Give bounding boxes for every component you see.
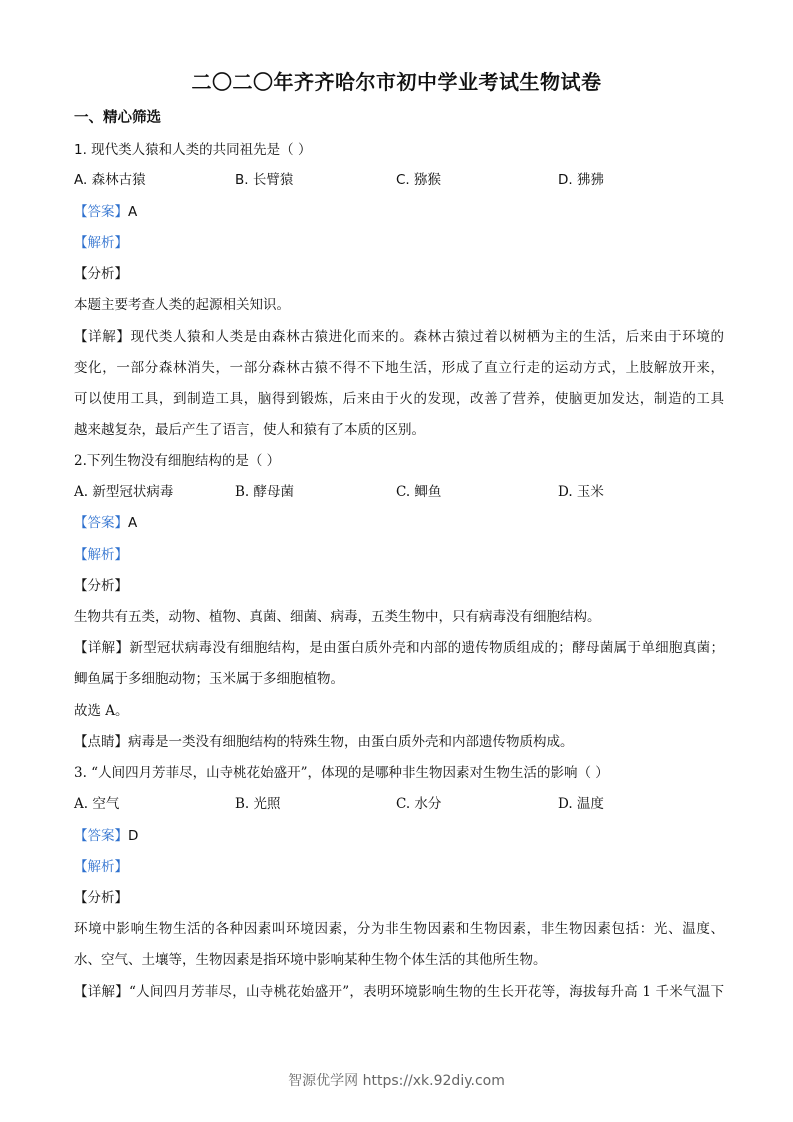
q2-fenxi-label: 【分析】 (74, 578, 128, 594)
q2-dianjing: 【点睛】病毒是一类没有细胞结构的特殊生物，由蛋白质外壳和内部遗传物质构成。 (74, 734, 574, 750)
q1-detail-line-1: 【详解】现代类人猿和人类是由森林古猿进化而来的。森林古猿过着以树栖为主的生活，后来由于环境的 (74, 329, 724, 345)
q1-detail-line-3: 可以使用工具，到制造工具，脑得到锻炼，后来由于火的发现，改善了营养，使脑更加发达，制造的工具 (74, 391, 724, 407)
footer-watermark: 智源优学网 https://xk.92diy.com (288, 1073, 505, 1089)
q2-options (74, 482, 724, 502)
q2-conclusion: 故选 A。 (74, 703, 129, 719)
q3-analysis-label: 【解析】 (74, 859, 128, 875)
q3-fenxi-label: 【分析】 (74, 890, 128, 906)
q1-answer-value: A (128, 204, 138, 220)
q3-option-c: C. 水分 (396, 796, 442, 812)
q2-detail-line-2: 鲫鱼属于多细胞动物；玉米属于多细胞植物。 (74, 671, 344, 687)
detail-label: 【详解】 (74, 640, 130, 656)
q3-answer-value: D (128, 828, 139, 844)
q3-detail-line-1: 【详解】“人间四月芳菲尽，山寺桃花始盛开”，表明环境影响生物的生长开花等，海拔每升高 1 千米气温下 (74, 984, 724, 1000)
q2-stem: 2.下列生物没有细胞结构的是（ ） (74, 453, 281, 469)
q2-analysis-label: 【解析】 (74, 547, 128, 563)
q2-option-b: B. 酵母菌 (235, 484, 295, 500)
q2-option-d: D. 玉米 (558, 484, 604, 500)
q1-stem: 1. 现代类人猿和人类的共同祖先是（ ） (74, 142, 312, 158)
q1-option-d: D. 狒狒 (558, 172, 604, 188)
q3-answer (74, 826, 724, 846)
q2-fenxi-text: 生物共有五类，动物、植物、真菌、细菌、病毒，五类生物中，只有病毒没有细胞结构。 (74, 609, 601, 625)
q1-option-c: C. 猕猴 (396, 172, 442, 188)
page-title: 二〇二〇年齐齐哈尔市初中学业考试生物试卷 (191, 70, 602, 94)
q3-stem: 3. “人间四月芳菲尽，山寺桃花始盛开”，体现的是哪种非生物因素对生物生活的影响（ ） (74, 765, 609, 781)
q2-option-c: C. 鲫鱼 (396, 484, 442, 500)
q1-option-a: A. 森林古猿 (74, 172, 146, 188)
q3-option-a: A. 空气 (74, 796, 120, 812)
q1-detail-line-4: 越来越复杂，最后产生了语言，使人和猿有了本质的区别。 (74, 422, 425, 438)
q1-answer (74, 202, 724, 222)
q2-answer (74, 513, 724, 533)
section-heading: 一、精心筛选 (74, 110, 161, 126)
q3-option-d: D. 温度 (558, 796, 604, 812)
q1-fenxi-text: 本题主要考查人类的起源相关知识。 (74, 297, 290, 313)
detail-label: 【详解】 (74, 984, 129, 1000)
q1-fenxi-label: 【分析】 (74, 266, 128, 282)
q3-options (74, 794, 724, 814)
detail-label: 【详解】 (74, 329, 131, 345)
q2-option-a: A. 新型冠状病毒 (74, 484, 174, 500)
q3-option-b: B. 光照 (235, 796, 281, 812)
dianjing-label: 【点睛】 (74, 734, 128, 750)
q1-option-b: B. 长臂猿 (235, 172, 294, 188)
answer-label: 【答案】 (74, 204, 128, 220)
q1-analysis-label: 【解析】 (74, 235, 128, 251)
q2-detail-line-1: 【详解】新型冠状病毒没有细胞结构，是由蛋白质外壳和内部的遗传物质组成的；酵母菌属于单细胞真菌； (74, 640, 725, 656)
q1-options (74, 170, 724, 190)
q1-detail-line-2: 变化，一部分森林消失，一部分森林古猿不得不下地生活，形成了直立行走的运动方式，上肢解放开来， (74, 360, 724, 376)
q2-answer-value: A (128, 515, 138, 531)
q3-fenxi-line-1: 环境中影响生物生活的各种因素叫环境因素，分为非生物因素和生物因素，非生物因素包括：光、温度、 (74, 921, 724, 937)
answer-label: 【答案】 (74, 515, 128, 531)
q3-fenxi-line-2: 水、空气、土壤等，生物因素是指环境中影响某种生物个体生活的其他所生物。 (74, 952, 547, 968)
answer-label: 【答案】 (74, 828, 128, 844)
